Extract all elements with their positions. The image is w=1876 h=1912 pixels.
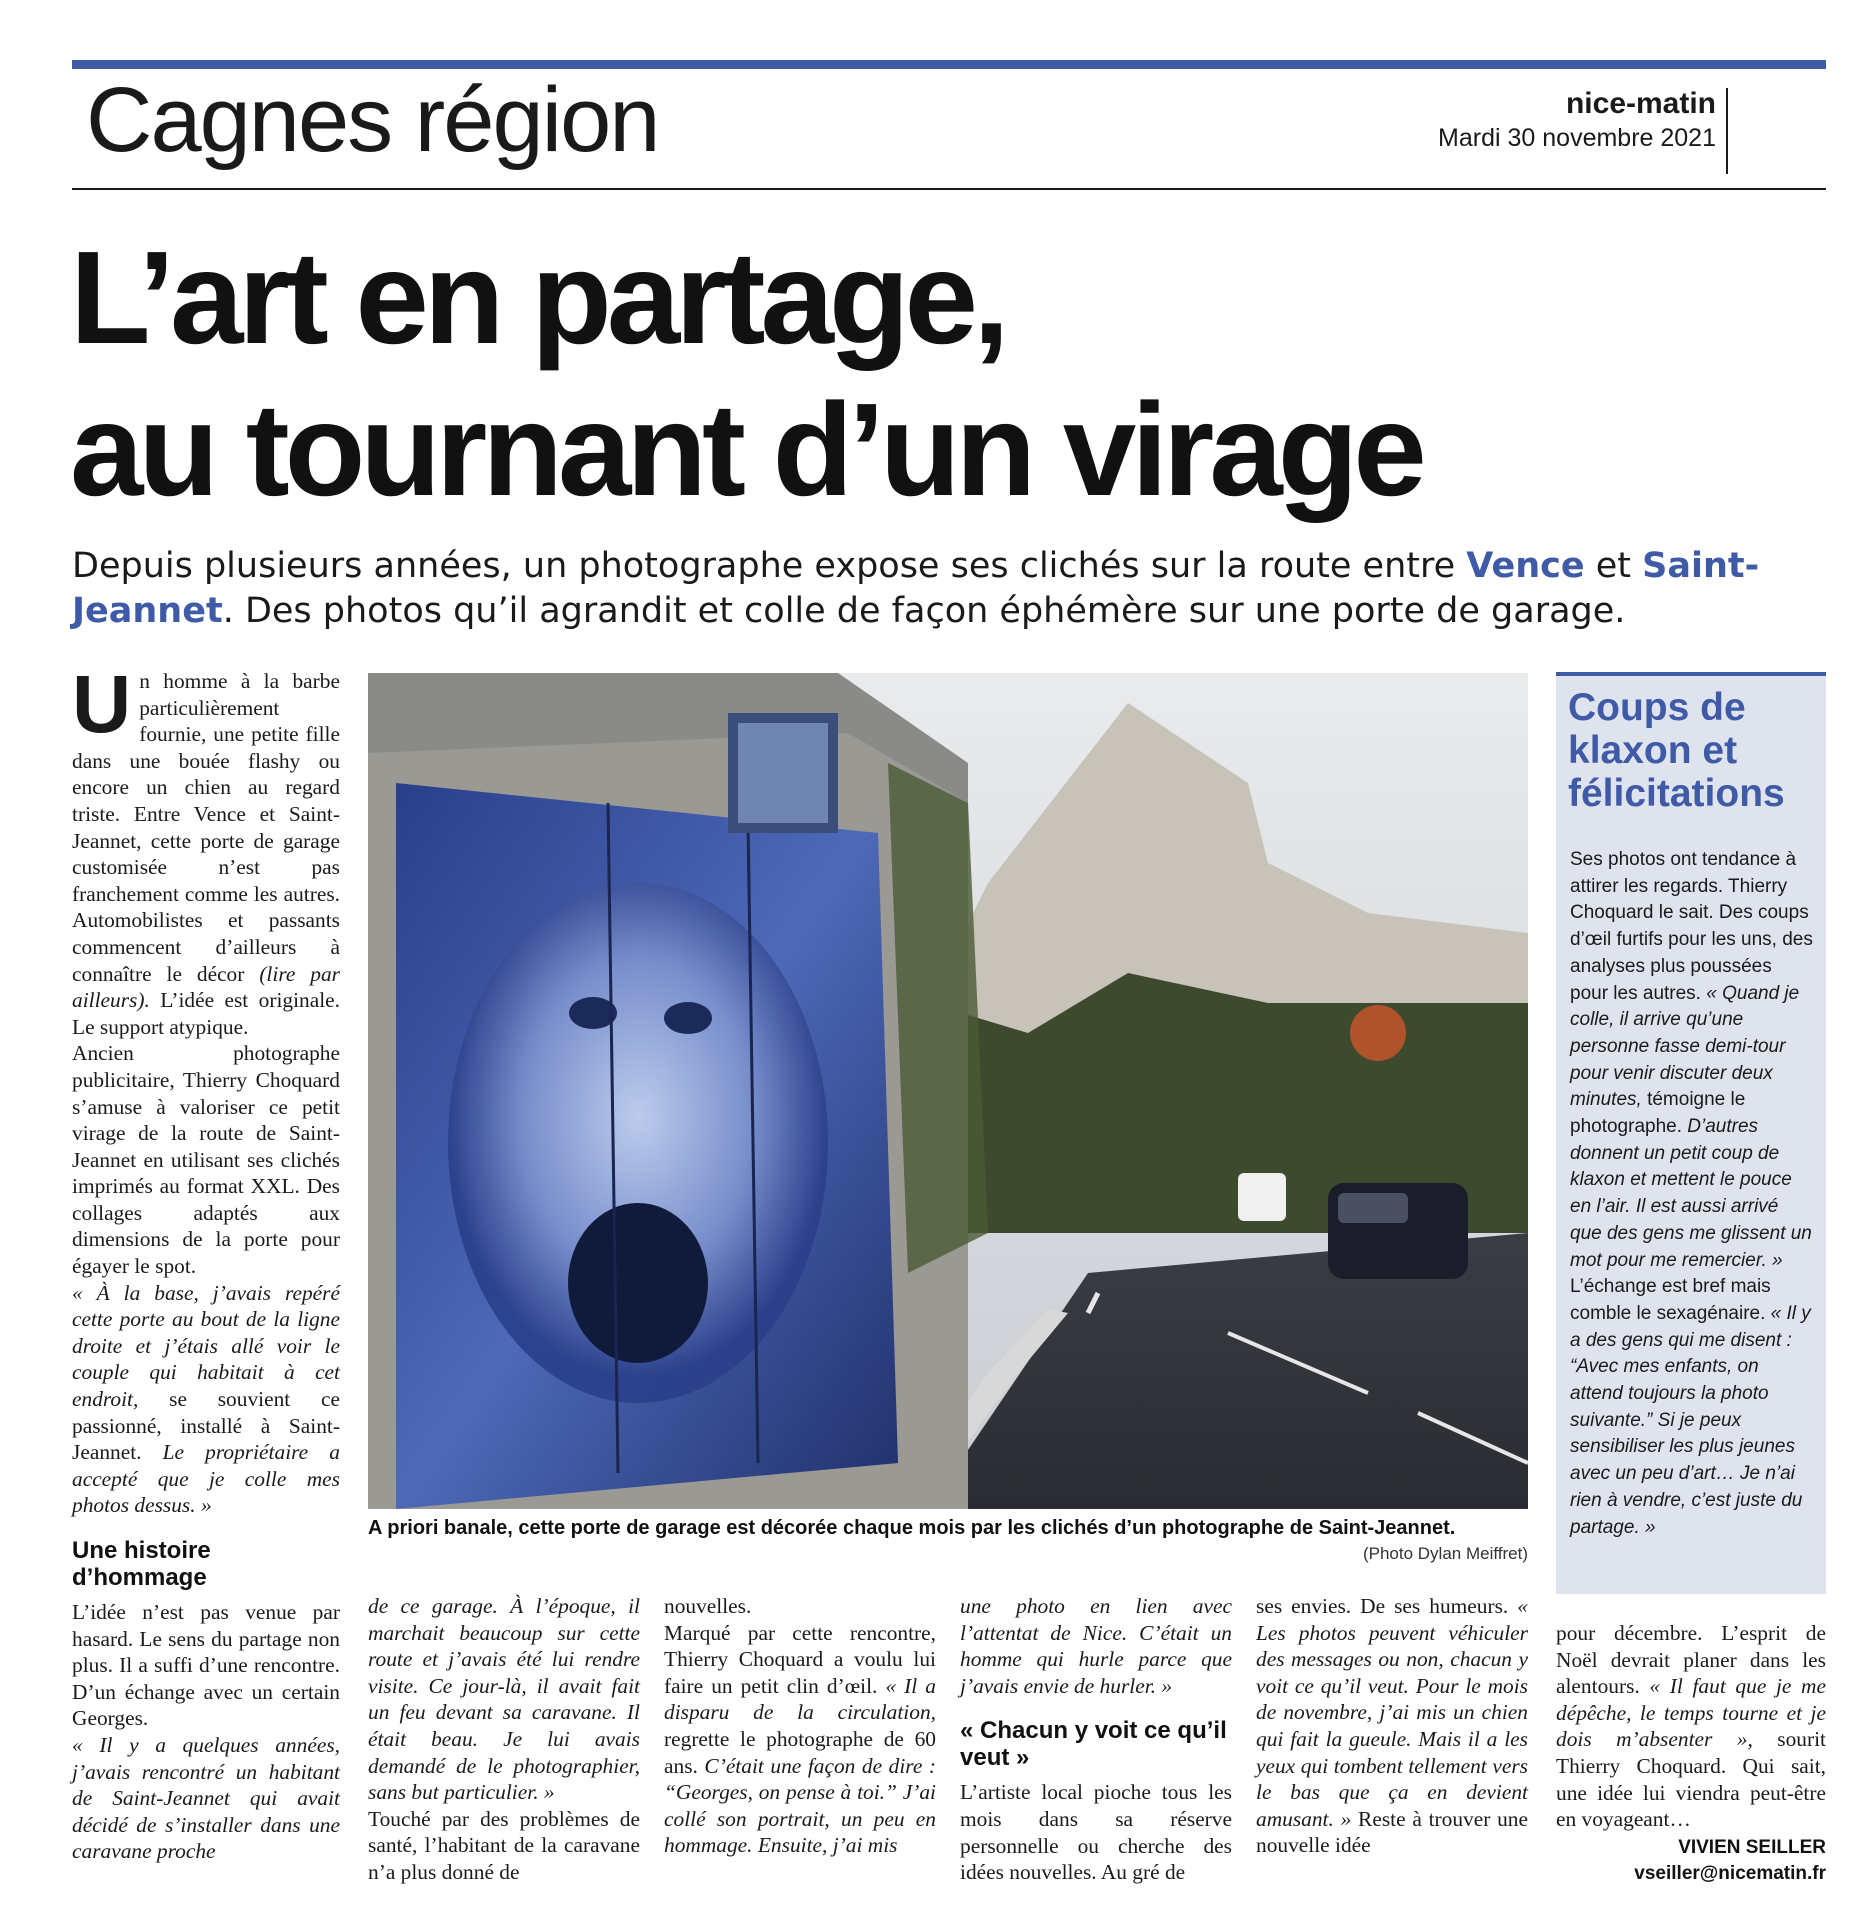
quote: de ce garage. À l’époque, il marchait beaucoup sur cette route et j’avais été lui rendre visite. Ce jour-là, il avait fait un feu devant sa caravane. Il était beau. Je lui avais demandé de le photographier, sans but particulier. » [368,1594,640,1805]
author-signature [1556,1835,1826,1887]
place-name-vence: Vence [1466,546,1585,586]
text-run: se souvient ce passionné, installé à Saint-Jeannet. [72,1387,340,1465]
text-run: L’échange est bref mais comble le sexagénaire. [1570,1276,1771,1324]
article-column-1 [72,659,340,1865]
paragraph [368,1593,640,1806]
quote: « Il y a quelques années, j’avais rencontré un habitant de Saint-Jeannet qui avait décidé de s’installer dans une caravane proche [72,1732,340,1864]
text-run: témoigne le photographe. [1570,1089,1746,1138]
quote: une photo en lien avec l’attentat de Nice. C’était un homme qui hurle parce que j’avais envie de hurler. » [960,1594,1232,1698]
paragraph [960,1593,1232,1699]
paragraph: L’artiste local pioche tous les mois dans sa réserve personnelle ou cherche des idées nouvelles. Au gré de [960,1780,1232,1885]
standfirst-text-2: et [1584,546,1643,586]
quote: « Il a disparu de la circulation, [664,1673,937,1725]
quote: « Les photos peuvent véhiculer des messages ou non, chacun y voit ce qu’il veut. Pour le mois de novembre, j’ai mis un chien qui fait la gueule. Mais il a les yeux qui tombent tellement vers le bas que ça en devient amusant. » [1256,1594,1528,1831]
text-run: Ses photos ont tendance à attirer les regards. Thierry Choquard le sait. Des coups d’œil furtifs pour les uns, des analyses plus poussées pour les autres. [1570,849,1813,1004]
text-run: ses envies. De ses humeurs. [1256,1594,1518,1618]
headline-line-2: au tournant d’un virage [70,376,1422,523]
article-column-2 [368,1593,640,1886]
sidebar-box [1556,672,1826,1594]
text-run: L’idée est originale. Le support atypique. [72,988,340,1039]
section-title: Cagnes région [86,69,659,171]
paragraph: nouvelles. [664,1594,752,1618]
article-column-3 [664,1593,936,1859]
quote: D’autres donnent un petit coup de klaxon et mettent le pouce en l’air. Il est aussi arrivé que des gens me glissent un mot pour me remercier. » [1570,1116,1812,1271]
paragraph [664,1620,936,1859]
article-column-6 [1556,1620,1826,1833]
drop-cap: U [72,659,132,750]
top-accent-rule [72,60,1826,69]
text-run: Marqué par cette rencontre, Thierry Choquard a voulu lui faire un petit clin d’œil. [664,1620,936,1698]
quote: « Il y a des gens qui me disent : “Avec mes enfants, on attend toujours la photo suivante.” Si je peux sensibiliser les plus jeunes avec un peu d’art… Je n’ai rien à vendre, c’est juste du partage. » [1570,1302,1811,1538]
article-column-5 [1256,1593,1528,1859]
header-rule [72,188,1826,190]
subheading: « Chacun y voit ce qu’il veut » [960,1717,1227,1772]
quote: « Il faut que je me dépêche, le temps tourne et je dois m’absenter », [1556,1674,1826,1752]
paragraph [1256,1593,1528,1859]
author-email[interactable]: vseiller@nicematin.fr [1634,1863,1826,1884]
paragraph [72,1732,340,1865]
paragraph [72,659,340,1040]
text-run-italic: (lire par ailleurs). [72,961,340,1013]
quote: C’était une façon de dire : “Georges, on pense à toi.” J’ai collé son portrait, un peu en hommage. Ensuite, j’ai mis [664,1753,936,1858]
text-run: sourit Thierry Choquard. Qui sait, une idée lui viendra peut-être en voyageant… [1556,1727,1826,1832]
text-run: pour décembre. L’esprit de Noël devrait planer dans les alentours. [1556,1621,1826,1699]
article-column-4 [960,1593,1232,1886]
text-run: regrette le photographe de 60 ans. [664,1726,936,1778]
article-photo [368,673,1528,1509]
quote: Le propriétaire a accepté que je colle mes photos dessus. » [72,1440,340,1518]
article-standfirst [72,544,1828,634]
photo-credit: (Photo Dylan Meiffret) [1362,1544,1528,1563]
sidebar-body [1570,847,1814,1541]
masthead-divider [1726,88,1728,174]
place-name-saint-jeannet: Saint-Jeannet [72,546,1760,631]
masthead [1438,86,1716,155]
standfirst-text-1: Depuis plusieurs années, un photographe expose ses clichés sur la route entre [72,546,1467,586]
paragraph [1556,1620,1826,1833]
article-headline [70,222,1830,526]
quote: « À la base, j’avais repéré cette porte au bout de la ligne droite et j’étais allé voir le couple qui habitait à cet endroit, [72,1280,340,1412]
garage-dog-mural-photo [368,673,1528,1509]
quote: « Quand je colle, il arrive qu’une personne fasse demi-tour pour venir discuter deux minutes, [1570,982,1800,1111]
paragraph: Ancien photographe publicitaire, Thierry Choquard s’amuse à valoriser ce petit virage de la route de Saint-Jeannet en utilisant ses clichés imprimés au format XXL. Des collages adaptés aux dimensions de la porte pour égayer le spot. [72,1041,340,1279]
newspaper-brand: nice-matin [1565,87,1716,120]
text-run: Reste à trouver une nouvelle idée [1256,1806,1528,1858]
headline-line-1: L’art en partage, [70,224,1005,371]
author-name: VIVIEN SEILLER [1678,1837,1826,1858]
paragraph: L’idée n’est pas venue par hasard. Le sens du partage non plus. Il a suffi d’une rencontre. D’un échange avec un certain Georges. [72,1600,340,1731]
photo-caption: A priori banale, cette porte de garage est décorée chaque mois par les clichés d’un photographe de Saint-Jeannet. [368,1517,1456,1539]
standfirst-text-3: . Des photos qu’il agrandit et colle de façon éphémère sur une porte de garage. [222,591,1626,631]
paragraph [72,1280,340,1519]
paragraph: Touché par des problèmes de santé, l’habitant de la caravane n’a plus donné de [368,1806,640,1884]
publication-date: Mardi 30 novembre 2021 [1438,124,1716,152]
subheading: Une histoire d’hommage [72,1537,211,1591]
sidebar-title: Coups de klaxon et félicitations [1568,686,1785,815]
text-run: n homme à la barbe particulièrement fournie, une petite fille dans une bouée flashy ou encore un chien au regard triste. Entre Vence et Saint-Jeannet, cette porte de garage customisée n’est pas franchement comme les autres. Automobilistes et passants commencent d’ailleurs à connaître le décor [72,669,340,986]
